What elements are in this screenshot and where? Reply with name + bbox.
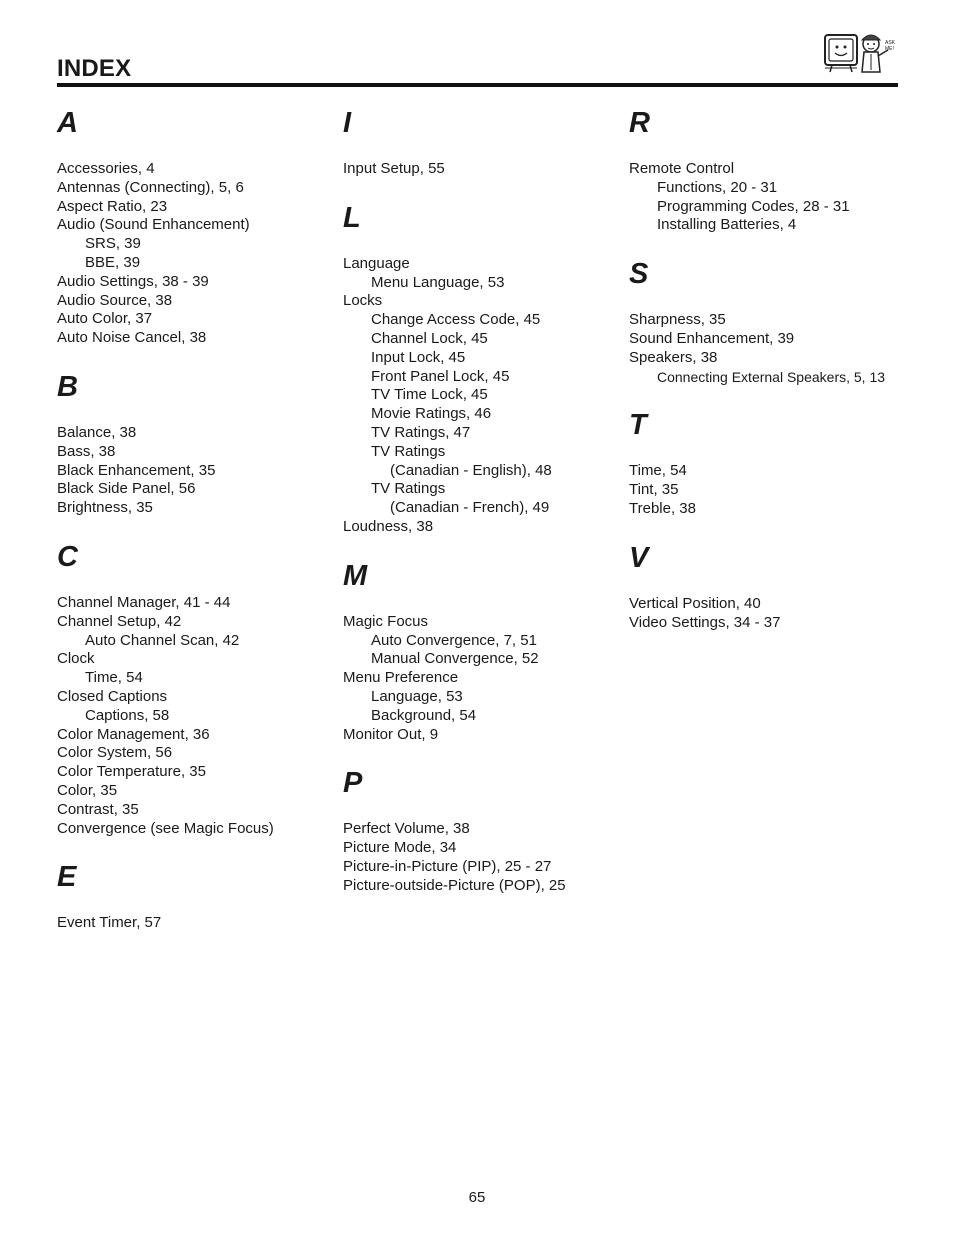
index-entry: Sound Enhancement, 39	[629, 329, 795, 347]
section-letter-heading: R	[629, 107, 650, 139]
index-entry-list	[57, 424, 337, 518]
index-section	[57, 369, 337, 518]
index-section	[629, 407, 919, 518]
index-subentry: Input Lock, 45	[371, 348, 466, 366]
index-subentry: Time, 54	[85, 669, 143, 687]
index-entry: Color, 35	[57, 781, 118, 799]
index-entry: Accessories, 4	[57, 160, 155, 177]
index-entry: Speakers, 38	[629, 348, 718, 366]
index-subentry: Change Access Code, 45	[371, 311, 541, 329]
index-entry-list	[343, 613, 623, 745]
index-section	[629, 540, 919, 633]
index-entry: Convergence (see Magic Focus)	[57, 819, 274, 837]
index-section	[57, 539, 337, 838]
index-column-2	[343, 105, 623, 917]
section-spacer	[343, 594, 623, 613]
section-spacer	[57, 141, 337, 160]
section-letter-heading: T	[629, 409, 647, 442]
section-letter-heading: L	[343, 201, 361, 234]
index-section	[343, 105, 623, 179]
index-subentry: Manual Convergence, 52	[371, 650, 539, 668]
index-column-3	[629, 105, 919, 653]
logo-text-line-2: ME!	[885, 46, 894, 52]
index-subentry: TV Ratings	[371, 480, 446, 498]
section-spacer	[629, 576, 919, 595]
index-entry: Vertical Position, 40	[629, 594, 761, 612]
index-subentry: TV Time Lock, 45	[371, 386, 488, 404]
index-section	[343, 558, 623, 745]
index-entry-list	[57, 914, 337, 933]
index-subentry: Programming Codes, 28 - 31	[657, 197, 850, 215]
index-entry: Aspect Ratio, 23	[57, 197, 168, 215]
index-entry: Auto Noise Cancel, 38	[57, 329, 207, 347]
index-entry-list	[343, 820, 623, 895]
index-entry: Picture Mode, 34	[343, 839, 457, 857]
index-subentry: Connecting External Speakers, 5, 13	[657, 368, 886, 385]
index-entry: Audio (Sound Enhancement)	[57, 216, 250, 234]
logo-text-line-1: ASK	[885, 40, 896, 46]
section-letter-heading: P	[343, 767, 363, 800]
section-letter-heading: M	[343, 559, 368, 592]
index-subentry: Movie Ratings, 46	[371, 405, 492, 423]
section-letter-heading: E	[57, 861, 77, 894]
section-spacer	[343, 141, 623, 160]
index-subentry: Language, 53	[371, 687, 463, 705]
index-entry: Locks	[343, 292, 383, 310]
index-entry-list	[57, 160, 337, 348]
section-spacer	[629, 292, 919, 311]
index-subentry: Functions, 20 - 31	[657, 178, 778, 196]
index-entry: Menu Preference	[343, 669, 459, 687]
index-section	[629, 256, 919, 386]
index-subentry: Channel Lock, 45	[371, 329, 488, 347]
index-subentry: Menu Language, 53	[371, 273, 505, 291]
index-entry-list	[343, 160, 623, 179]
section-spacer	[629, 443, 919, 462]
index-entry: Picture-in-Picture (PIP), 25 - 27	[343, 857, 552, 875]
index-entry: Black Side Panel, 56	[57, 480, 196, 498]
page-number: 65	[468, 1189, 486, 1206]
index-entry: Video Settings, 34 - 37	[629, 613, 781, 631]
index-entry-list	[629, 462, 919, 518]
section-letter-heading: V	[629, 541, 649, 574]
index-entry: Event Timer, 57	[57, 914, 162, 932]
page-title: INDEX	[57, 55, 132, 82]
index-section	[629, 105, 919, 235]
index-entry: Auto Color, 37	[57, 310, 153, 328]
index-entry: Perfect Volume, 38	[343, 820, 470, 838]
index-entry: Monitor Out, 9	[343, 725, 439, 743]
index-subentry: Auto Channel Scan, 42	[85, 631, 240, 649]
index-section	[57, 105, 337, 348]
index-entry: Balance, 38	[57, 423, 137, 441]
section-letter-heading: C	[57, 540, 78, 573]
index-entry: Clock	[57, 650, 95, 668]
index-section	[57, 859, 337, 933]
index-subentry: TV Ratings	[371, 442, 446, 460]
index-entry: Time, 54	[629, 462, 687, 480]
index-entry: Brightness, 35	[57, 499, 153, 517]
index-entry: Channel Manager, 41 - 44	[57, 593, 231, 611]
index-subentry: Installing Batteries, 4	[657, 216, 797, 234]
index-entry-list	[343, 255, 623, 537]
index-entry: Sharpness, 35	[629, 311, 726, 329]
index-entry: Audio Settings, 38 - 39	[57, 272, 209, 290]
index-entry-list	[629, 595, 919, 633]
index-subentry: Captions, 58	[85, 706, 170, 724]
index-entry: Input Setup, 55	[343, 160, 445, 177]
section-spacer	[629, 141, 919, 160]
section-letter-heading: I	[343, 107, 352, 139]
index-entry: Picture-outside-Picture (POP), 25	[343, 876, 566, 894]
section-spacer	[57, 405, 337, 424]
index-entry: Magic Focus	[343, 612, 429, 630]
section-letter-heading: A	[57, 107, 78, 139]
index-column-1	[57, 105, 337, 954]
section-letter-heading: S	[629, 258, 649, 291]
index-entry-list	[629, 311, 919, 386]
index-entry: Color System, 56	[57, 744, 173, 762]
index-entry: Channel Setup, 42	[57, 612, 182, 630]
index-entry: Remote Control	[629, 160, 735, 177]
index-entry: Antennas (Connecting), 5, 6	[57, 178, 244, 196]
index-entry: Language	[343, 254, 410, 272]
index-subentry: Front Panel Lock, 45	[371, 367, 510, 385]
index-entry: Contrast, 35	[57, 800, 139, 818]
index-subentry: BBE, 39	[85, 253, 141, 271]
index-entry-list	[629, 160, 919, 235]
index-entry: Color Temperature, 35	[57, 763, 206, 781]
header-divider	[57, 83, 898, 87]
section-spacer	[57, 895, 337, 914]
index-subentry: TV Ratings, 47	[371, 423, 471, 441]
index-subentry: (Canadian - English), 48	[390, 461, 552, 479]
section-letter-heading: B	[57, 370, 78, 403]
section-spacer	[343, 236, 623, 255]
index-subentry: Background, 54	[371, 706, 477, 724]
index-section	[343, 765, 623, 895]
section-spacer	[343, 801, 623, 820]
section-spacer	[57, 575, 337, 594]
index-entry: Treble, 38	[629, 499, 696, 517]
index-entry: Color Management, 36	[57, 725, 210, 743]
index-subentry: SRS, 39	[85, 235, 141, 253]
index-entry: Audio Source, 38	[57, 291, 173, 309]
index-entry: Loudness, 38	[343, 517, 434, 535]
index-entry: Closed Captions	[57, 687, 168, 705]
ask-me-mascot-graphic	[822, 30, 902, 80]
index-subentry: (Canadian - French), 49	[390, 499, 550, 517]
index-entry: Bass, 38	[57, 442, 116, 460]
index-subentry: Auto Convergence, 7, 51	[371, 631, 537, 649]
index-entry-list	[57, 594, 337, 838]
index-entry: Tint, 35	[629, 481, 679, 499]
index-entry: Black Enhancement, 35	[57, 461, 216, 479]
ask-me-mascot-icon	[822, 30, 902, 80]
index-section	[343, 200, 623, 537]
